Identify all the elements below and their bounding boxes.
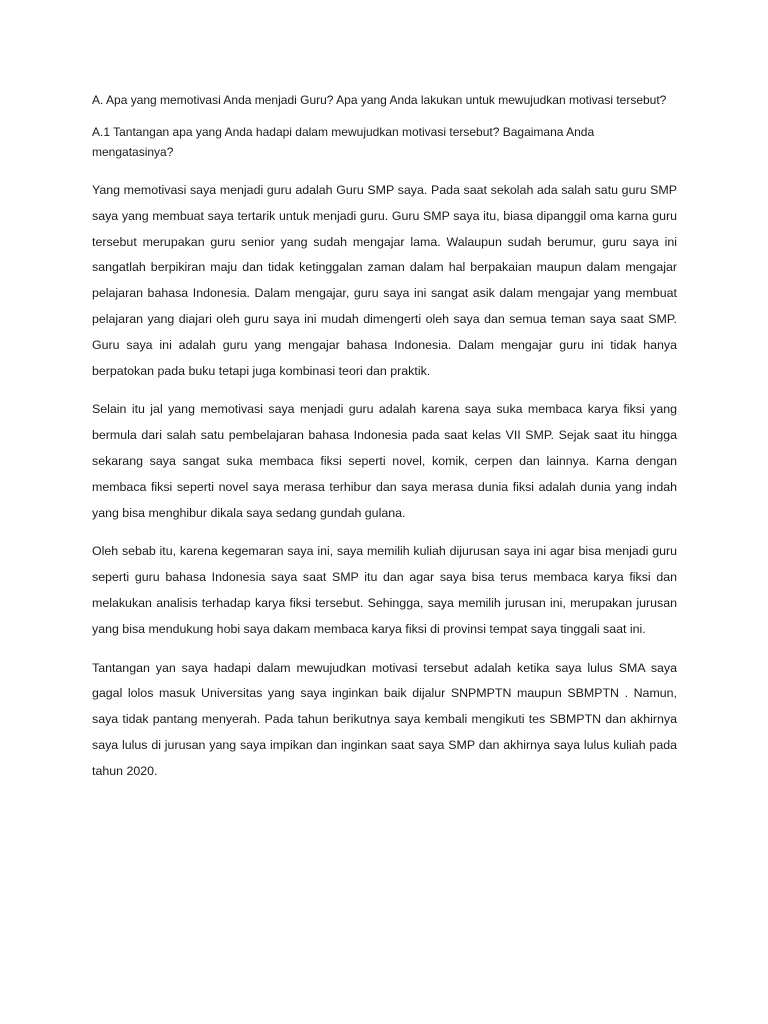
paragraph-1: Yang memotivasi saya menjadi guru adalah Guru SMP saya. Pada saat sekolah ada salah satu guru SMP saya yang membuat saya tertarik untuk menjadi guru. Guru SMP saya itu, biasa dipanggil oma karna guru tersebut merupakan guru senior yang sudah mengajar lama. Walaupun sudah berumur, guru saya ini sangatlah berpikiran maju dan tidak ketinggalan zaman dalam hal berpakaian maupun dalam mengajar pelajaran bahasa Indonesia. Dalam mengajar, guru saya ini sangat asik dalam mengajar yang membuat pelajaran yang diajari oleh guru saya ini mudah dimengerti oleh saya dan semua teman saya saat SMP. Guru saya ini adalah guru yang mengajar bahasa Indonesia. Dalam mengajar guru ini tidak hanya berpatokan pada buku tetapi juga kombinasi teori dan praktik.	[92, 183, 677, 378]
paragraph-2: Selain itu jal yang memotivasi saya menjadi guru adalah karena saya suka membaca karya fiksi yang bermula dari salah satu pembelajaran bahasa Indonesia pada saat kelas VII SMP. Sejak saat itu hingga sekarang saya sangat suka membaca fiksi seperti novel, komik, cerpen dan lainnya. Karna dengan membaca fiksi seperti novel saya merasa terhibur dan saya merasa dunia fiksi adalah dunia yang indah yang bisa menghibur dikala saya sedang gundah gulana.	[92, 402, 677, 520]
document-body	[92, 90, 677, 798]
paragraph-4: Tantangan yan saya hadapi dalam mewujudkan motivasi tersebut adalah ketika saya lulus SMA saya gagal lolos masuk Universitas yang saya inginkan baik dijalur SNPMPTN maupun SBMPTN . Namun, saya tidak pantang menyerah. Pada tahun berikutnya saya kembali mengikuti tes SBMPTN dan akhirnya saya lulus di jurusan yang saya impikan dan inginkan saat saya SMP dan akhirnya saya lulus kuliah pada tahun 2020.	[92, 660, 677, 778]
paragraph-3: Oleh sebab itu, karena kegemaran saya ini, saya memilih kuliah dijurusan saya ini agar bisa menjadi guru seperti guru bahasa Indonesia saya saat SMP itu dan agar saya bisa terus membaca karya fiksi dan melakukan analisis terhadap karya fiksi tersebut. Sehingga, saya memilih jurusan ini, merupakan jurusan yang bisa mendukung hobi saya dakam membaca karya fiksi di provinsi tempat saya tinggali saat ini.	[92, 544, 677, 636]
question-a1: A.1 Tantangan apa yang Anda hadapi dalam mewujudkan motivasi tersebut? Bagaimana Anda mengatasinya?	[92, 125, 595, 159]
question-a: A. Apa yang memotivasi Anda menjadi Guru? Apa yang Anda lakukan untuk mewujudkan motivasi tersebut?	[92, 93, 667, 107]
